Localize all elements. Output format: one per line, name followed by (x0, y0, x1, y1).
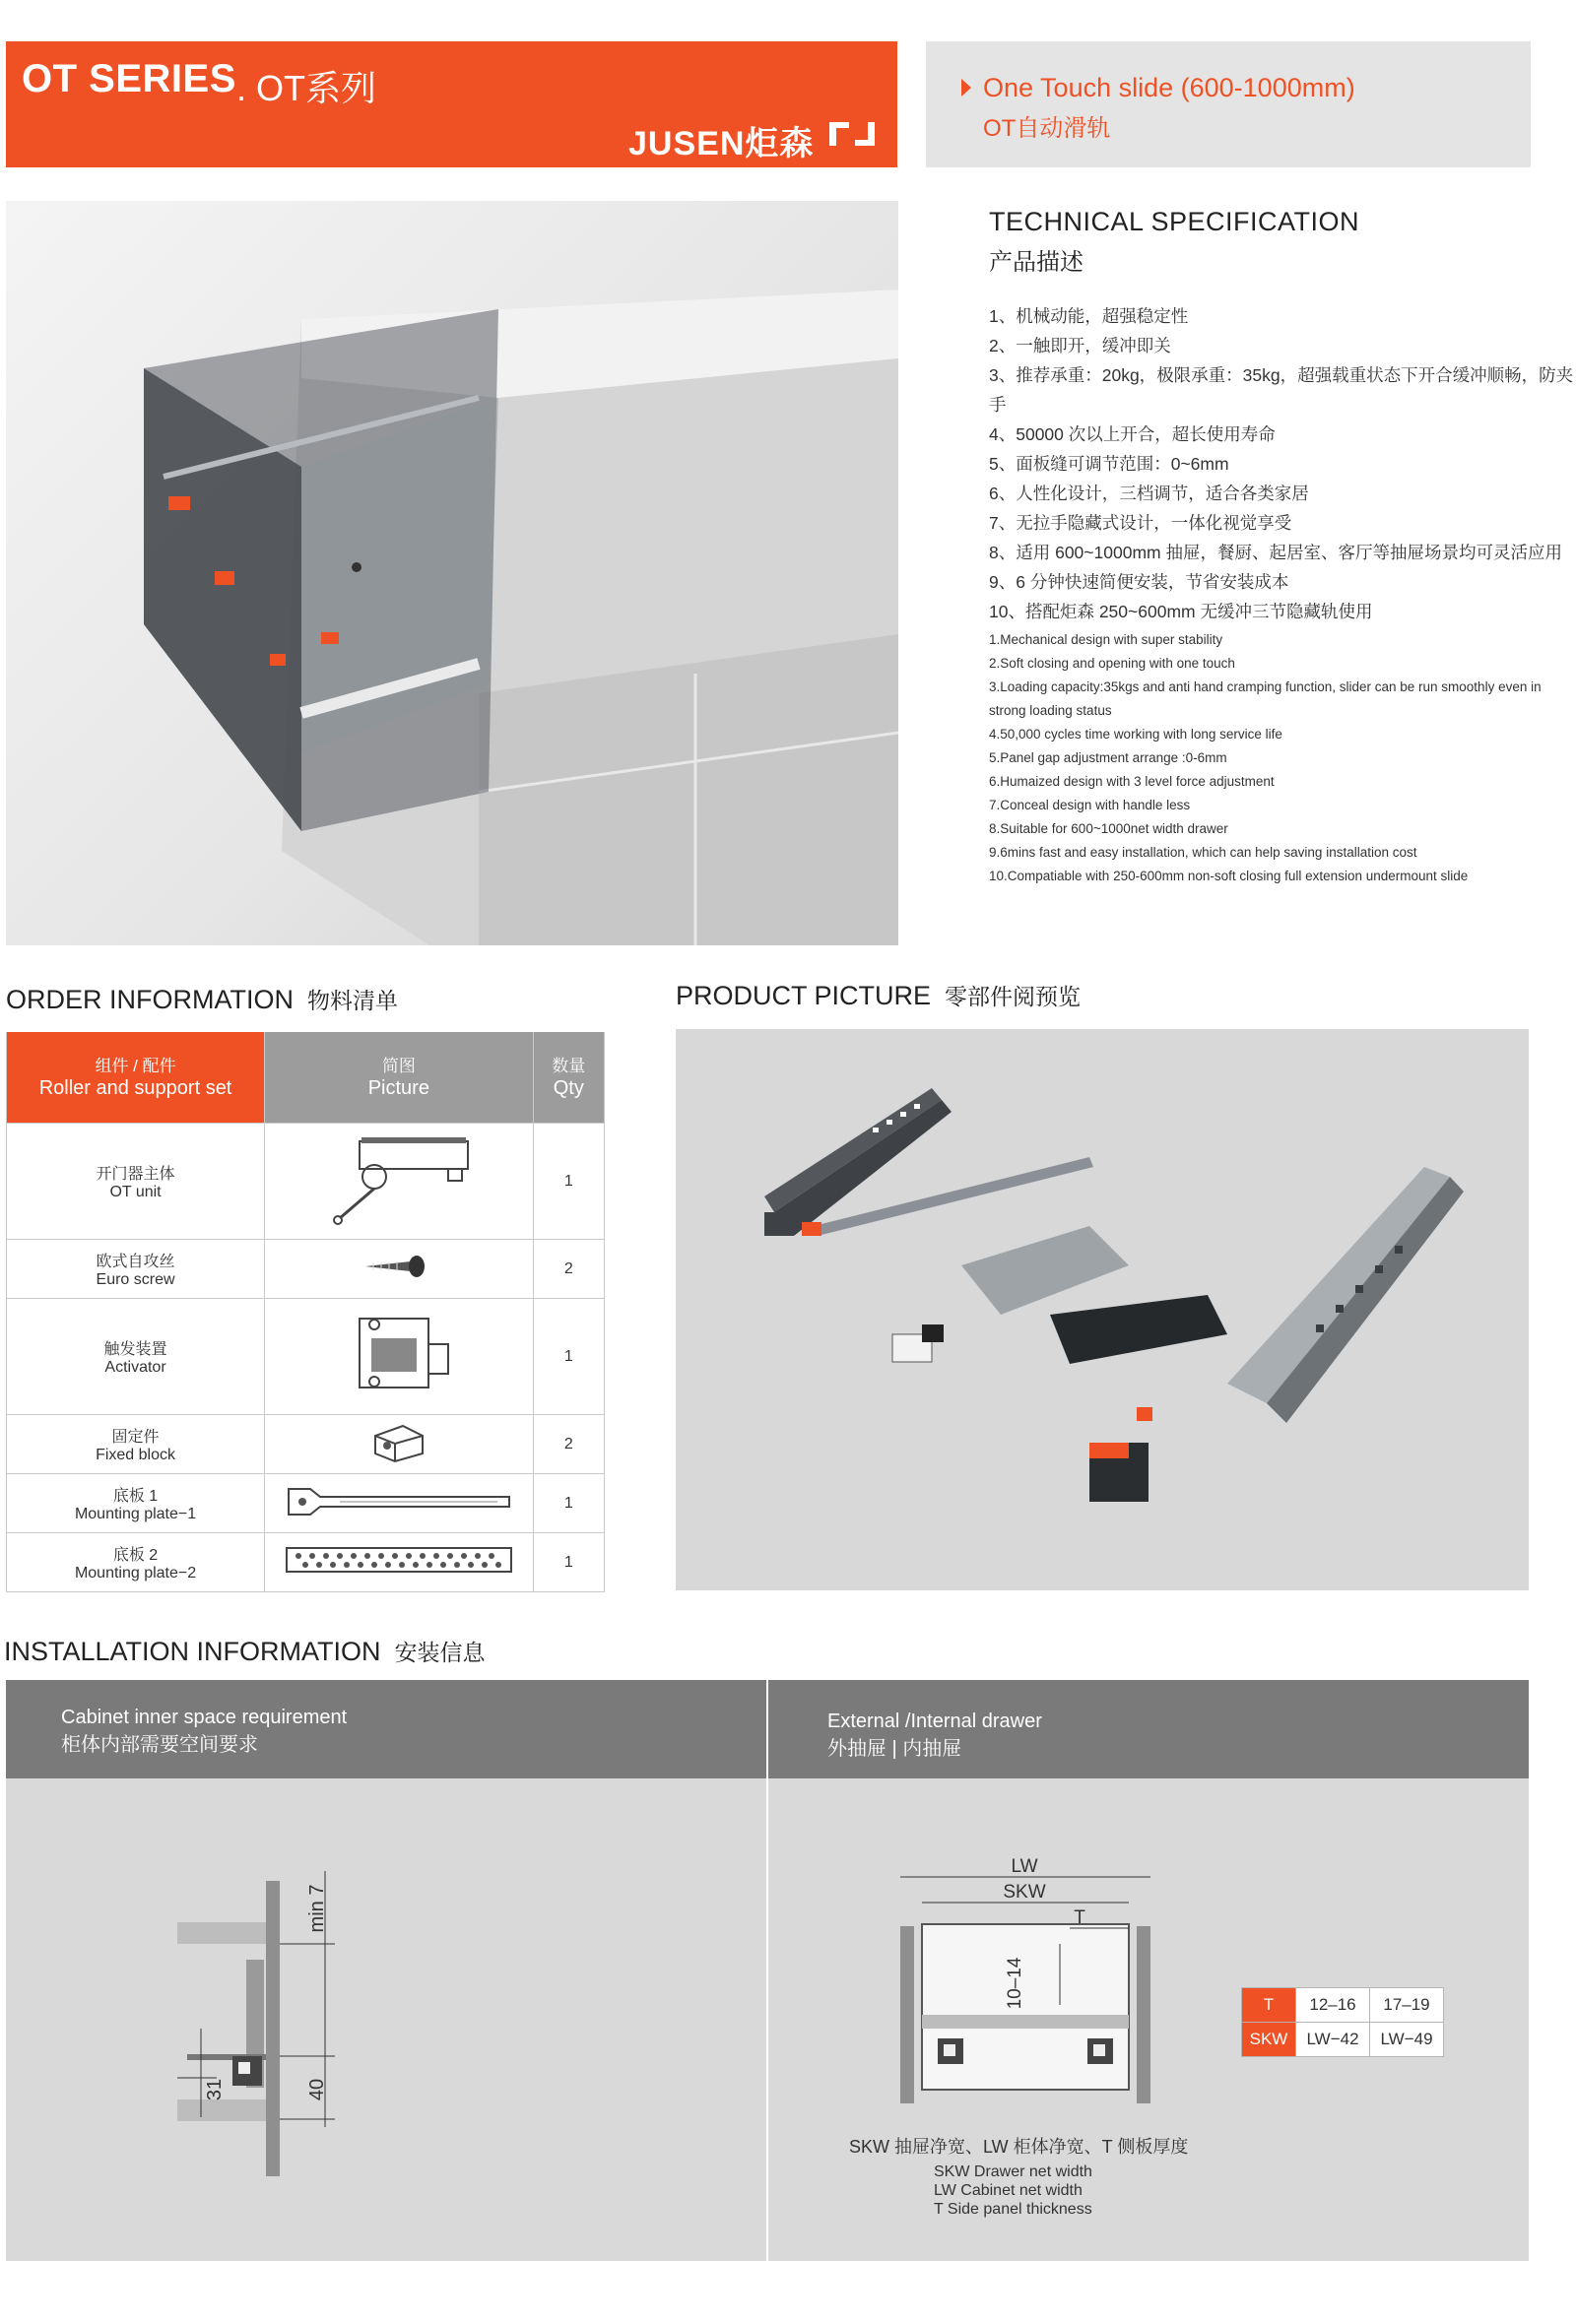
product-picture-title-cn: 零部件阅预览 (945, 984, 1082, 1009)
product-picture-panel (676, 1029, 1529, 1590)
spec-item-en: 2.Soft closing and opening with one touch (989, 656, 1235, 671)
left-header-cn: 柜体内部需要空间要求 (61, 1734, 258, 1756)
slide-parts-illustration (676, 1029, 1529, 1590)
spec-item-cn: 9、6 分钟快速简便安装，节省安装成本 (989, 572, 1289, 592)
legend-line: SKW Drawer net width (934, 2163, 1092, 2180)
dim-1014-label: 10–14 (1005, 1957, 1025, 2010)
dim-lw-label: LW (1011, 1857, 1038, 1877)
spec-item-en: 3.Loading capacity:35kgs and anti hand cramping function, slider can be run smoothly even in strong loading status (989, 679, 1542, 718)
qty-cell: 2 (533, 1240, 604, 1299)
col-header-picture-cn: 简图 (381, 1056, 416, 1075)
left-header-en: Cabinet inner space requirement (61, 1707, 348, 1728)
col-header-qty (533, 1032, 604, 1124)
component-cell (7, 1299, 265, 1415)
right-header-en: External /Internal drawer (827, 1711, 1042, 1732)
picture-cell (265, 1240, 534, 1299)
table-row (1242, 1988, 1444, 2023)
table-cell: SKW (1242, 2023, 1296, 2057)
component-name-cn: 开门器主体 (96, 1166, 175, 1183)
spec-item-cn: 4、50000 次以上开合，超长使用寿命 (989, 424, 1276, 444)
table-cell: LW−42 (1296, 2023, 1370, 2057)
qty-cell: 1 (533, 1533, 604, 1592)
spec-item-cn: 6、人性化设计，三档调节，适合各类家居 (989, 484, 1309, 503)
triangle-bullet-icon (961, 79, 971, 97)
spec-item-cn: 10、搭配炬森 250~600mm 无缓冲三节隐藏轨使用 (989, 602, 1373, 621)
component-name-cn: 底板 2 (112, 1547, 159, 1564)
qty-cell: 2 (533, 1415, 604, 1474)
drawer-width-diagram (892, 1857, 1168, 2119)
right-header-text (827, 1708, 1042, 1763)
brand-name: JUSEN炬森 (628, 125, 815, 162)
spec-item-cn: 2、一触即开，缓冲即关 (989, 336, 1171, 355)
product-name-cn: OT自动滑轨 (983, 115, 1111, 142)
col-header-picture (265, 1032, 534, 1124)
col-header-component (7, 1032, 265, 1124)
component-name-en: Mounting plate−1 (74, 1506, 197, 1522)
spec-item-en: 5.Panel gap adjustment arrange :0-6mm (989, 750, 1227, 765)
installation-left-header (6, 1680, 766, 1778)
component-name-cn: 固定件 (111, 1429, 160, 1446)
table-row (7, 1299, 605, 1415)
tech-spec-title: TECHNICAL SPECIFICATION (989, 207, 1360, 236)
product-name-en: One Touch slide (600-1000mm) (983, 73, 1355, 102)
dim-min7-label: min 7 (306, 1884, 328, 1933)
table-row (7, 1124, 605, 1240)
component-name-cn: 欧式自攻丝 (96, 1254, 175, 1270)
table-row (7, 1533, 605, 1592)
installation-divider (766, 1680, 768, 2261)
hero-drawer-image (6, 201, 898, 945)
order-table-header (7, 1032, 605, 1124)
dim-skw-label: SKW (1003, 1882, 1046, 1903)
tech-spec-title-cn: 产品描述 (989, 249, 1084, 276)
spec-item-en: 1.Mechanical design with super stability (989, 632, 1223, 647)
installation-title-cn: 安装信息 (394, 1640, 486, 1665)
table-row (7, 1474, 605, 1533)
dimension-legend-en (934, 2163, 1092, 2219)
spec-item-en: 9.6mins fast and easy installation, which can help saving installation cost (989, 845, 1417, 860)
spec-item-en: 10.Compatiable with 250-600mm non-soft closing full extension undermount slide (989, 869, 1469, 883)
dim-31-label: 31 (204, 2078, 226, 2101)
picture-cell (265, 1415, 534, 1474)
col-header-component-cn: 组件 / 配件 (95, 1056, 176, 1075)
qty-cell: 1 (533, 1474, 604, 1533)
installation-heading (4, 1635, 486, 1667)
right-header-cn: 外抽屉 | 内抽屉 (827, 1738, 962, 1760)
component-cell (7, 1124, 265, 1240)
installation-title: INSTALLATION INFORMATION (4, 1637, 381, 1666)
legend-line: T Side panel thickness (934, 2201, 1092, 2218)
ot-unit-icon (310, 1130, 488, 1228)
table-cell: 17–19 (1370, 1988, 1444, 2023)
brand-logo-icon (827, 118, 877, 150)
table-cell: 12–16 (1296, 1988, 1370, 2023)
order-info-title: ORDER INFORMATION (6, 985, 294, 1014)
spec-item-cn: 3、推荐承重：20kg，极限承重：35kg，超强载重状态下开合缓冲顺畅，防夹手 (989, 365, 1574, 415)
component-name-en: Mounting plate−2 (74, 1565, 197, 1582)
spec-item-en: 8.Suitable for 600~1000net width drawer (989, 821, 1228, 836)
component-name-en: Euro screw (96, 1271, 175, 1288)
component-name-cn: 底板 1 (112, 1488, 159, 1505)
component-cell (7, 1533, 265, 1592)
screw-icon (360, 1252, 438, 1281)
product-banner (926, 41, 1531, 167)
spec-item-cn: 7、无拉手隐藏式设计，一体化视觉享受 (989, 513, 1292, 533)
series-title: OT SERIES (22, 57, 236, 100)
spec-item-en: 6.Humaized design with 3 level force adjustment (989, 774, 1275, 789)
order-info-title-cn: 物料清单 (307, 988, 398, 1013)
picture-cell (265, 1533, 534, 1592)
fixed-block-icon (369, 1420, 428, 1463)
col-header-qty-cn: 数量 (552, 1056, 586, 1075)
col-header-component-en: Roller and support set (38, 1076, 232, 1099)
legend-line: LW Cabinet net width (934, 2182, 1083, 2199)
spec-item-en: 4.50,000 cycles time working with long service life (989, 727, 1282, 742)
qty-cell: 1 (533, 1299, 604, 1415)
drawer-illustration (6, 201, 898, 945)
component-name-en: OT unit (109, 1184, 162, 1200)
series-title-cn: . OT系列 (236, 68, 376, 108)
table-row (7, 1415, 605, 1474)
component-name-cn: 触发装置 (103, 1341, 167, 1358)
installation-right-header (768, 1680, 1529, 1778)
component-cell (7, 1240, 265, 1299)
component-name-en: Activator (104, 1359, 166, 1376)
table-cell: T (1242, 1988, 1296, 2023)
spec-item-en: 7.Conceal design with handle less (989, 798, 1191, 812)
spec-list-en (989, 628, 1576, 888)
spec-item-cn: 8、适用 600~1000mm 抽屉，餐厨、起居室、客厅等抽屉场景均可灵活应用 (989, 543, 1562, 562)
product-picture-title: PRODUCT PICTURE (676, 981, 932, 1010)
dimension-legend-cn: SKW 抽屉净宽、LW 柜体净宽、T 侧板厚度 (849, 2137, 1189, 2157)
order-table (6, 1032, 605, 1592)
col-header-picture-en: Picture (367, 1076, 429, 1099)
product-picture-heading (676, 979, 1081, 1011)
cabinet-space-diagram (177, 1832, 552, 2186)
component-cell (7, 1415, 265, 1474)
component-cell (7, 1474, 265, 1533)
spec-list-cn (989, 301, 1576, 626)
table-row (7, 1240, 605, 1299)
activator-icon (340, 1305, 458, 1403)
dim-t-label: T (1074, 1907, 1085, 1928)
table-cell: LW−49 (1370, 2023, 1444, 2057)
table-row (1242, 2023, 1444, 2057)
thickness-table (1241, 1987, 1444, 2057)
picture-cell (265, 1124, 534, 1240)
spec-item-cn: 1、机械动能，超强稳定性 (989, 306, 1189, 326)
spec-item-cn: 5、面板缝可调节范围：0~6mm (989, 454, 1229, 474)
mounting-plate-1-icon (281, 1481, 517, 1520)
picture-cell (265, 1474, 534, 1533)
left-header-text (61, 1704, 347, 1759)
component-name-en: Fixed block (96, 1447, 175, 1463)
qty-cell: 1 (533, 1124, 604, 1240)
order-info-heading (6, 983, 398, 1015)
mounting-plate-2-icon (281, 1542, 517, 1578)
picture-cell (265, 1299, 534, 1415)
col-header-qty-en: Qty (553, 1076, 584, 1099)
dim-40-label: 40 (306, 2078, 328, 2101)
